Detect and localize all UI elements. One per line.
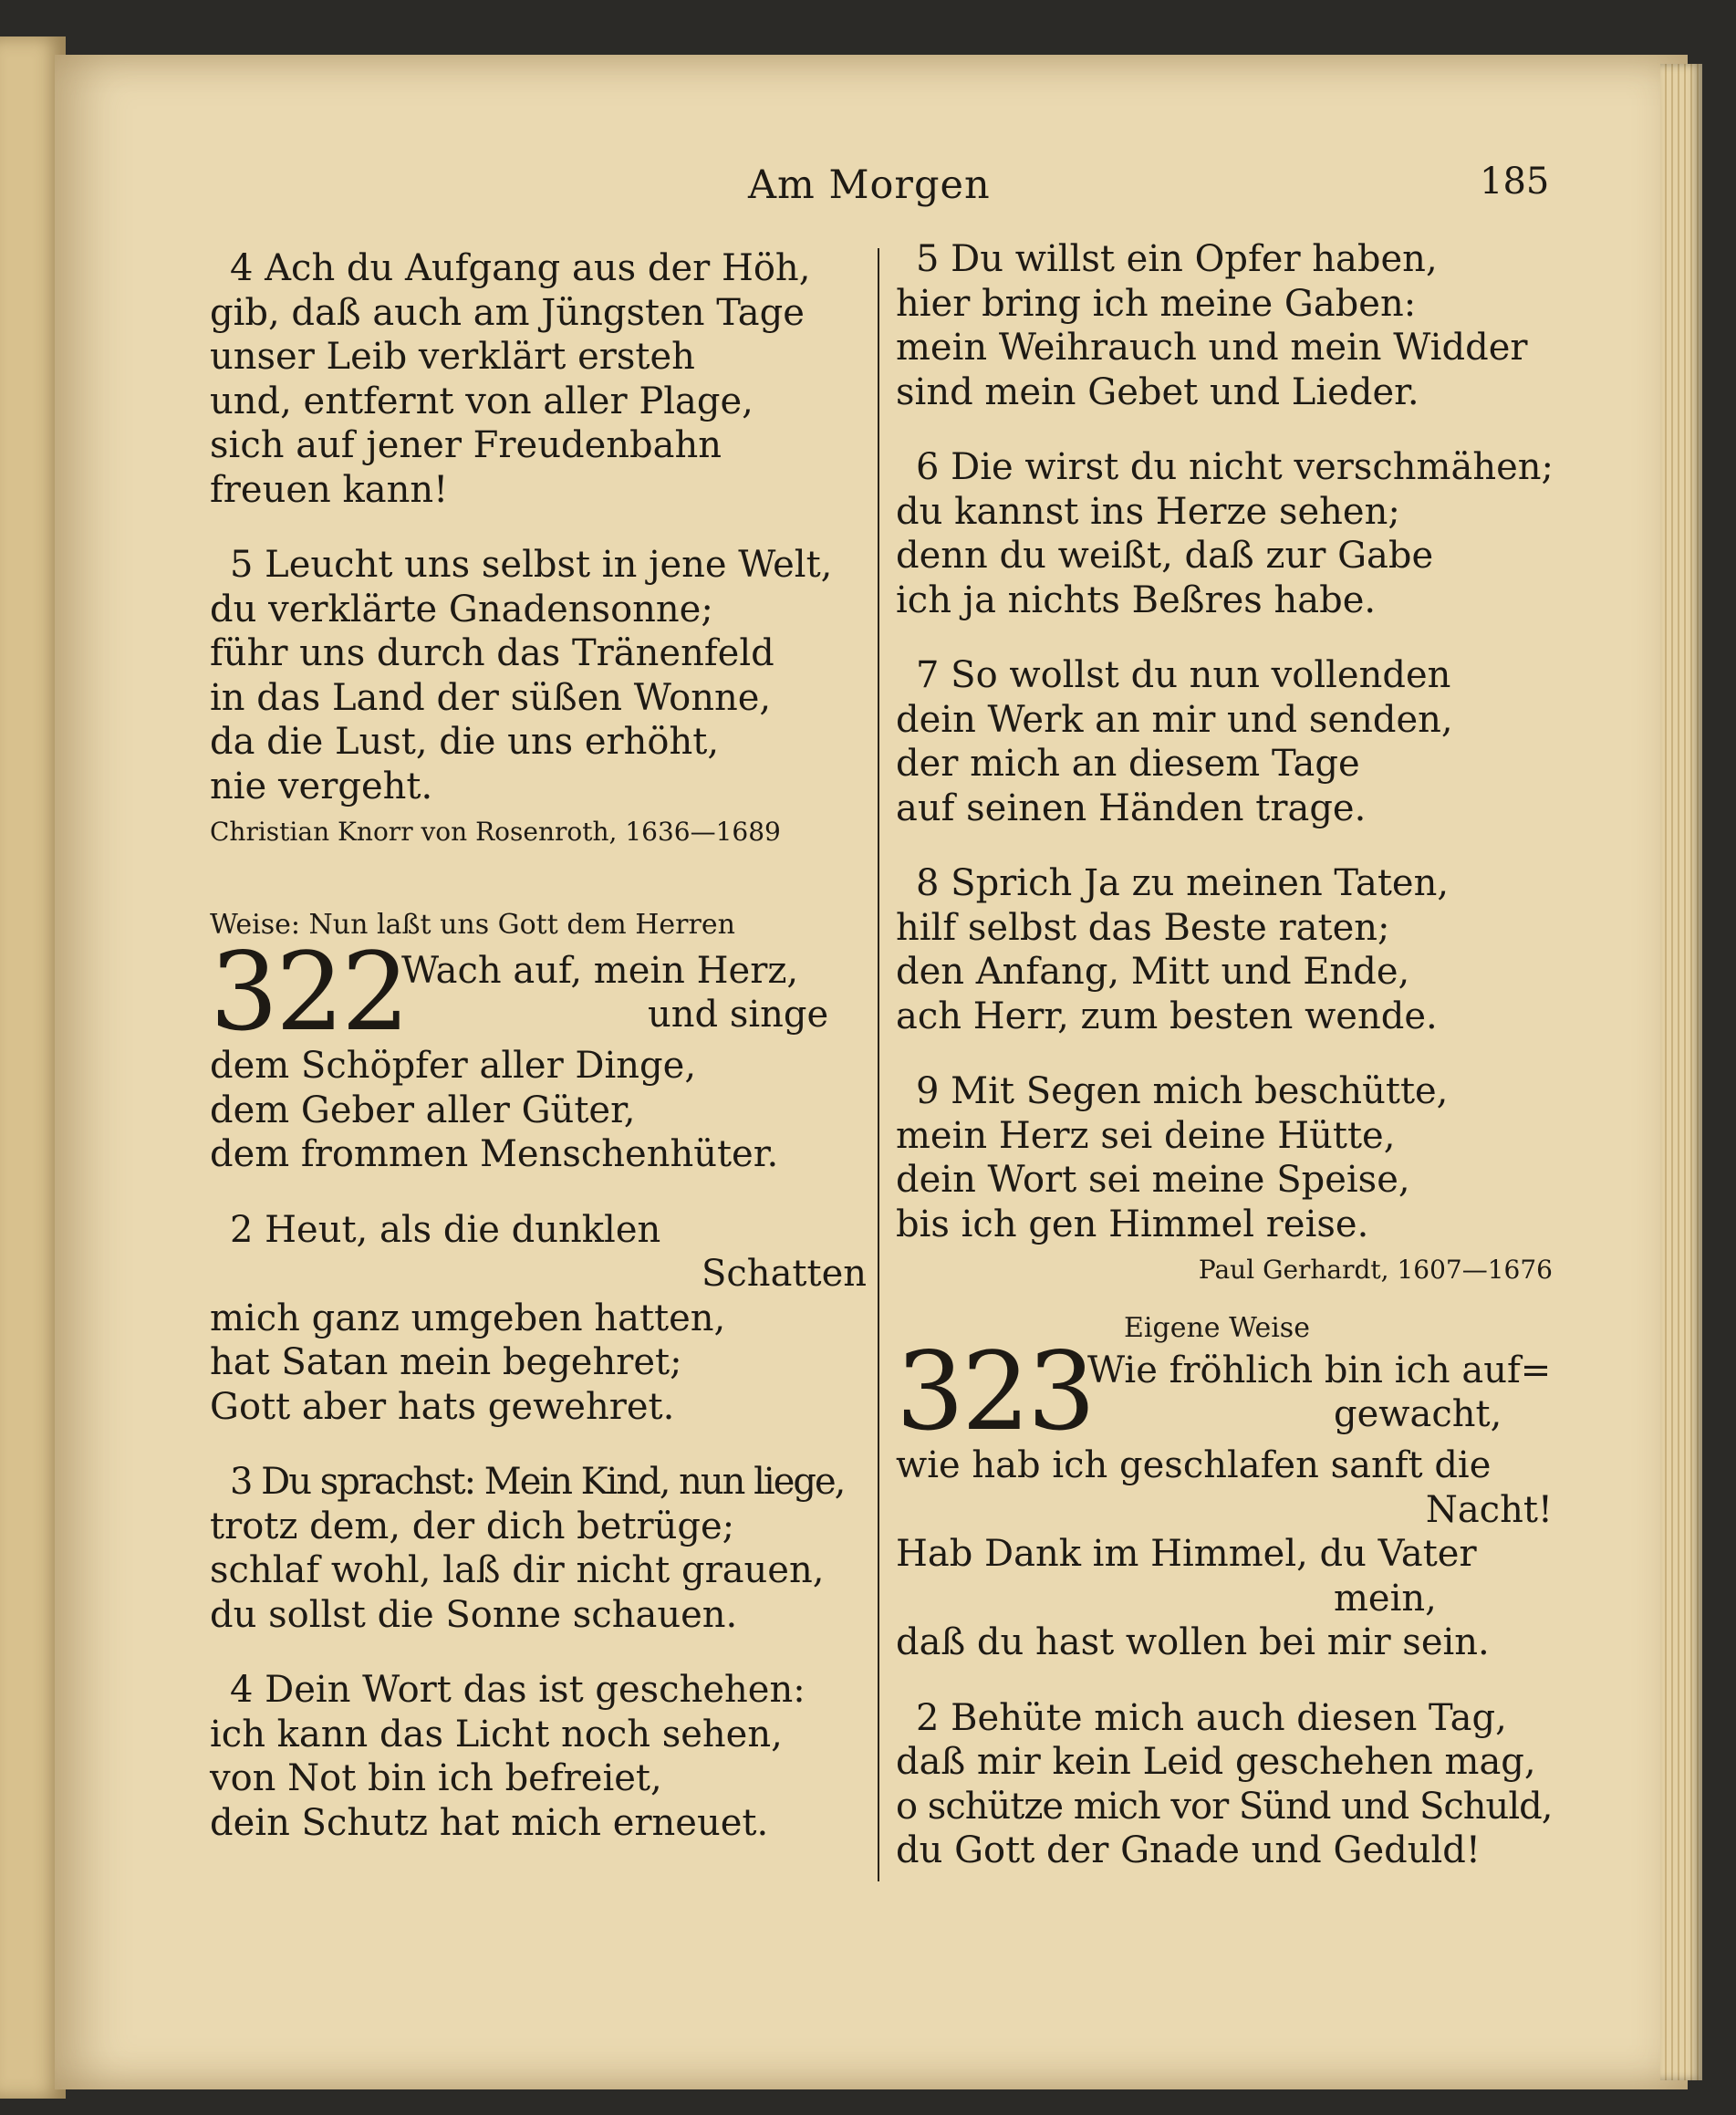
hymn-322-head <box>210 929 867 1055</box>
stanza-322-2 <box>210 1208 867 1430</box>
stanza-322-8 <box>896 861 1553 1038</box>
verse-line: 4 Ach du Aufgang aus der Höh, <box>230 247 811 289</box>
stanza-322-7 <box>896 653 1553 830</box>
verse-line: ach Herr, zum besten wende. <box>896 995 1438 1037</box>
verse-line: den Anfang, Mitt und Ende, <box>896 951 1410 993</box>
verse-line: da die Lust, die uns erhöht, <box>210 721 720 763</box>
stanza-322-1 <box>210 1044 867 1177</box>
verse-line: 5 Leucht uns selbst in jene Welt, <box>230 544 833 586</box>
verse-line: 3 Du sprachst: Mein Kind, nun liege, <box>230 1461 845 1503</box>
verse-line: unser Leib verklärt ersteh <box>210 336 695 378</box>
verse-line: daß du hast wollen bei mir sein. <box>896 1621 1490 1663</box>
running-head: Am Morgen <box>748 162 991 208</box>
verse-line: 5 Du willst ein Opfer haben, <box>916 238 1438 280</box>
verse-line: Gott aber hats gewehret. <box>210 1385 675 1428</box>
verse-line: Hab Dank im Himmel, du Vater <box>896 1533 1477 1575</box>
hymn-number: 322 <box>210 929 408 1055</box>
verse-line: dem Geber aller Güter, <box>210 1089 636 1131</box>
verse-line: nie vergeht. <box>210 765 433 807</box>
verse-line: gib, daß auch am Jüngsten Tage <box>210 291 805 334</box>
verse-line-cont: Schatten <box>702 1253 867 1295</box>
verse-line: o schütze mich vor Sünd und Schuld, <box>896 1785 1553 1828</box>
verse-line: daß mir kein Leid geschehen mag, <box>896 1741 1536 1783</box>
verse-line: von Not bin ich befreiet, <box>210 1757 662 1799</box>
verse-line-cont: mein, <box>1334 1577 1437 1620</box>
stanza-321-5 <box>210 543 867 808</box>
verse-line: ich ja nichts Beßres habe. <box>896 578 1377 621</box>
stanza-322-4 <box>210 1668 867 1845</box>
verse-line: mein Herz sei deine Hütte, <box>896 1114 1396 1157</box>
verse-line: trotz dem, der dich betrüge; <box>210 1505 735 1547</box>
verse-line: dem frommen Menschenhüter. <box>210 1133 779 1175</box>
tune-note: Eigene Weise <box>1124 1312 1310 1344</box>
right-column <box>896 237 1553 1873</box>
verse-line: 6 Die wirst du nicht verschmähen; <box>916 446 1554 488</box>
verse-line: bis ich gen Himmel reise. <box>896 1203 1369 1245</box>
stanza-322-5 <box>896 237 1553 414</box>
verse-line: 4 Dein Wort das ist geschehen: <box>230 1669 806 1711</box>
verse-line: ich kann das Licht noch sehen, <box>210 1713 783 1756</box>
verse-line: dein Schutz hat mich erneuet. <box>210 1801 769 1844</box>
verse-line: 8 Sprich Ja zu meinen Taten, <box>916 862 1450 904</box>
verse-line: du sollst die Sonne schauen. <box>210 1593 738 1636</box>
hymn-first-line-cont: gewacht, <box>1334 1393 1502 1435</box>
verse-line: denn du weißt, daß zur Gabe <box>896 535 1434 577</box>
page-number: 185 <box>1480 161 1550 203</box>
stanza-323-2 <box>896 1696 1553 1873</box>
verse-line: auf seinen Händen trage. <box>896 787 1367 829</box>
hymn-first-line: Wach auf, mein Herz, <box>401 950 799 992</box>
verse-line: 9 Mit Segen mich beschütte, <box>916 1070 1449 1112</box>
verse-line: in das Land der süßen Wonne, <box>210 676 772 719</box>
column-divider <box>878 248 879 1881</box>
verse-line: sind mein Gebet und Lieder. <box>896 370 1419 413</box>
verse-line: und, entfernt von aller Plage, <box>210 380 754 422</box>
stanza-321-4 <box>210 246 867 512</box>
stanza-323-1 <box>896 1443 1553 1665</box>
verse-line: hier bring ich meine Gaben: <box>896 282 1417 325</box>
hymn-first-line: Wie fröhlich bin ich auf= <box>1087 1349 1552 1391</box>
verse-line: dem Schöpfer aller Dinge, <box>210 1045 697 1087</box>
verse-line: 2 Behüte mich auch diesen Tag, <box>916 1696 1507 1739</box>
verse-line: führ uns durch das Tränenfeld <box>210 632 774 674</box>
verse-line: 7 So wollst du nun vollenden <box>916 654 1451 696</box>
tune-note: Weise: Nun laßt uns Gott dem Herren <box>210 909 735 941</box>
verse-line: wie hab ich geschlafen sanft die <box>896 1444 1492 1486</box>
verse-line: sich auf jener Freudenbahn <box>210 424 722 466</box>
author-attribution: Christian Knorr von Rosenroth, 1636—1689 <box>210 817 781 847</box>
verse-line: dein Wort sei meine Speise, <box>896 1159 1410 1201</box>
stanza-322-9 <box>896 1069 1553 1246</box>
page-edges <box>1660 64 1702 2080</box>
stanza-322-3 <box>210 1460 867 1637</box>
author-attribution: Paul Gerhardt, 1607—1676 <box>1198 1255 1553 1285</box>
verse-line: hat Satan mein begehret; <box>210 1341 682 1383</box>
verse-line-cont: Nacht! <box>1425 1488 1553 1531</box>
verse-line: mein Weihrauch und mein Widder <box>896 327 1528 369</box>
verse-line: du verklärte Gnadensonne; <box>210 588 713 630</box>
verse-line: mich ganz umgeben hatten, <box>210 1297 726 1339</box>
verse-line: freuen kann! <box>210 468 449 511</box>
verse-line: schlaf wohl, laß dir nicht grauen, <box>210 1549 825 1591</box>
left-column <box>210 246 867 1845</box>
hymn-number: 323 <box>896 1328 1094 1454</box>
verse-line: du Gott der Gnade und Geduld! <box>896 1829 1481 1871</box>
verse-line: du kannst ins Herze sehen; <box>896 490 1400 533</box>
verse-line: der mich an diesem Tage <box>896 743 1360 785</box>
verse-line: 2 Heut, als die dunklen <box>230 1208 661 1251</box>
verse-line: hilf selbst das Beste raten; <box>896 906 1390 949</box>
verse-line: dein Werk an mir und senden, <box>896 698 1453 741</box>
hymn-first-line-cont: und singe <box>648 994 829 1036</box>
stanza-322-6 <box>896 445 1553 622</box>
